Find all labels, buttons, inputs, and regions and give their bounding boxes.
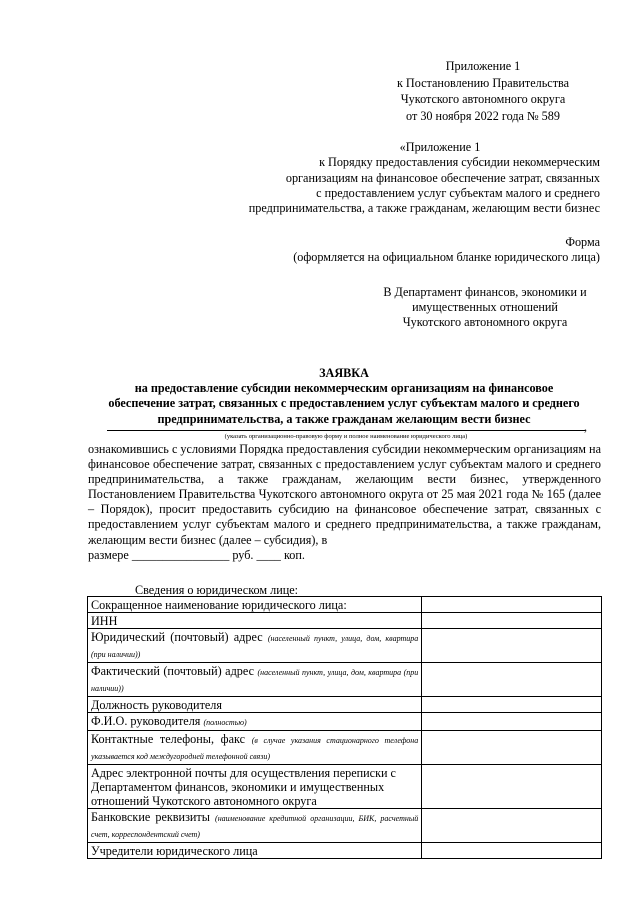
title-line: на предоставление субсидии некоммерческим организациям на финансовое	[134, 381, 554, 396]
field-label-cell	[88, 809, 422, 843]
table-row	[88, 731, 602, 765]
table-row	[88, 697, 602, 713]
field-value-cell[interactable]	[422, 809, 602, 843]
table-row	[88, 613, 602, 629]
field-value-cell[interactable]	[422, 697, 602, 713]
appendix-date-number: от 30 ноября 2022 года № 589	[406, 108, 560, 123]
form-label: Форма	[565, 235, 600, 249]
field-label: ИНН	[91, 614, 118, 628]
field-value-cell[interactable]	[422, 765, 602, 809]
field-value-cell[interactable]	[422, 597, 602, 613]
field-value-cell[interactable]	[422, 731, 602, 765]
table-row	[88, 629, 602, 663]
field-label-cell	[88, 663, 422, 697]
field-label: Контактные телефоны, факс	[91, 732, 246, 746]
field-label: Ф.И.О. руководителя	[91, 714, 201, 728]
field-label-cell	[88, 765, 422, 809]
table-row	[88, 843, 602, 859]
organization-field-comma: ,	[584, 420, 588, 434]
field-label-cell	[88, 843, 422, 859]
table-row	[88, 663, 602, 697]
procedure-appendix-header	[200, 140, 600, 216]
addressee-line: В Департамент финансов, экономики и	[383, 285, 587, 299]
table-row	[88, 597, 602, 613]
table-row	[88, 765, 602, 809]
application-body	[88, 442, 601, 563]
form-note	[260, 235, 600, 265]
field-hint: (наименование кредитной организации, БИК, расчетный счет, корреспондентский счет)	[91, 814, 419, 839]
procedure-appendix-title: «Приложение 1	[399, 140, 481, 154]
field-value-cell[interactable]	[422, 663, 602, 697]
table-row	[88, 809, 602, 843]
procedure-appendix-line: предпринимательства, а также гражданам, желающим вести бизнес	[248, 201, 600, 216]
field-hint: (населенный пункт, улица, дом, квартира (при наличии))	[91, 668, 419, 693]
field-hint: (населенный пункт, улица, дом, квартира (при наличии))	[91, 634, 419, 659]
title-line: предпринимательства, а также гражданам желающим вести бизнес	[157, 411, 531, 426]
section-title: Сведения о юридическом лице:	[135, 583, 299, 597]
addressee-line: имущественных отношений	[412, 300, 558, 314]
field-label-cell	[88, 713, 422, 731]
field-label-cell	[88, 597, 422, 613]
field-value-cell[interactable]	[422, 843, 602, 859]
table-row	[88, 713, 602, 731]
appendix-title: Приложение 1	[445, 59, 521, 73]
appendix-header	[378, 58, 588, 124]
field-label: Юридический (почтовый) адрес	[91, 630, 263, 644]
procedure-appendix-line: с предоставлением услуг субъектам малого и среднего	[316, 185, 600, 200]
organization-field-hint: (указать организационно-правовую форму и полное наименование юридического лица)	[224, 433, 468, 440]
field-label: Должность руководителя	[91, 698, 222, 712]
appendix-authority: Чукотского автономного округа	[400, 92, 566, 106]
form-instruction: (оформляется на официальном бланке юридического лица)	[293, 250, 600, 264]
title-heading: ЗАЯВКА	[319, 366, 369, 380]
field-label: Учредители юридического лица	[91, 844, 258, 858]
legal-entity-info-table	[87, 596, 602, 859]
field-value-cell[interactable]	[422, 629, 602, 663]
field-value-cell[interactable]	[422, 713, 602, 731]
procedure-appendix-line: организациям на финансовое обеспечение затрат, связанных	[285, 170, 600, 185]
procedure-appendix-line: к Порядку предоставления субсидии некоммерческим	[319, 155, 600, 170]
field-value-cell[interactable]	[422, 613, 602, 629]
field-label-cell	[88, 613, 422, 629]
addressee-block	[370, 285, 600, 330]
title-line: обеспечение затрат, связанных с предоставлением услуг субъектам малого и среднего	[108, 396, 580, 411]
field-label: Сокращенное наименование юридического лица:	[91, 598, 347, 612]
body-paragraph: ознакомившись с условиями Порядка предоставления субсидии некоммерческим организациям на финансовое обеспечение затрат, связанных с предоставлением услуг субъектам малого и среднего предпринимательства, а также гражданам, желающим вести бизнес, утвержденного Постановлением Правительства Чукотского автономного округа от 25 мая 2021 года № 165 (далее – Порядок), просит предоставить субсидию на финансовое обеспечение затрат, связанных с предоставлением услуг субъектам малого и среднего предпринимательства, а также гражданам, желающим вести бизнес (далее – субсидия), в	[88, 442, 601, 547]
field-hint: (полностью)	[203, 718, 247, 727]
field-hint: (в случае указания стационарного телефона указывается код междугородней телефонной связи)	[91, 736, 419, 761]
application-title	[88, 366, 600, 427]
appendix-reference: к Постановлению Правительства	[396, 75, 570, 90]
field-label: Банковские реквизиты	[91, 810, 210, 824]
field-label-cell	[88, 697, 422, 713]
subsidy-amount-line: размере ________________ руб. ____ коп.	[88, 547, 305, 562]
field-label-cell	[88, 731, 422, 765]
organization-name-field[interactable]	[107, 430, 585, 431]
field-label: Фактический (почтовый) адрес	[91, 664, 254, 678]
field-label-cell	[88, 629, 422, 663]
addressee-line: Чукотского автономного округа	[402, 315, 568, 329]
field-label: Адрес электронной почты для осуществления переписки с Департаментом финансов, экономики и имущественных отношений Чукотского автономного округа	[91, 766, 396, 808]
